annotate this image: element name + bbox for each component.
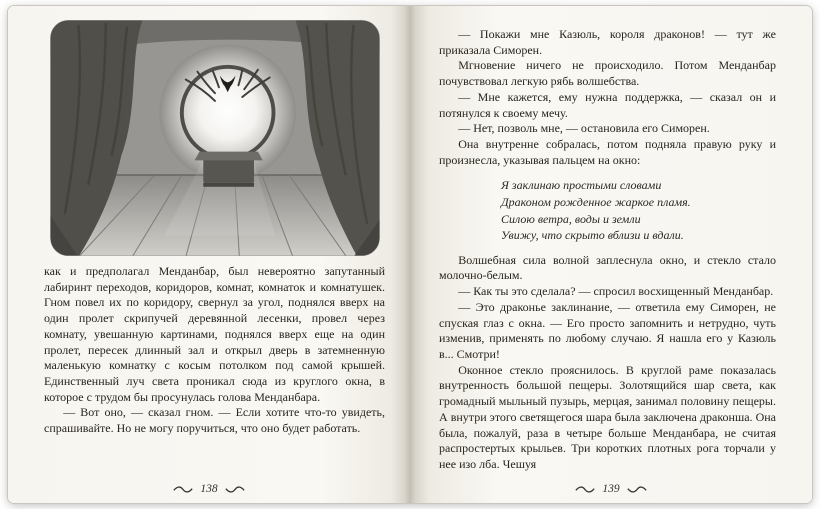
right-page [410, 6, 812, 503]
page-number: 139 [602, 483, 620, 495]
page-footer [410, 483, 812, 495]
left-page [8, 6, 410, 503]
verse-line: Драконом рожденное жаркое пламя. [501, 195, 691, 210]
chest [194, 152, 262, 187]
paragraph: — Это драконье заклинание, — ответила ему Симорен, не спуская глаз с окна. — Его просто запомнить и нетрудно, чуть изменив, применять по любому случаю. Я нашла его у Казюль в... Смотри! [439, 299, 776, 361]
footer-ornament-left-icon [173, 485, 193, 494]
footer-ornament-left-icon [575, 485, 595, 494]
paragraph: Мгновение ничего не происходило. Потом Менданбар почувствовал легкую рябь волшебства. [439, 58, 776, 89]
verse-line: Я заклинаю простыми словами [501, 178, 662, 193]
verse-line: Увижу, что скрыто вблизи и вдали. [501, 228, 684, 243]
paragraph: как и предполагал Менданбар, был невероятно запутанный лабиринт переходов, коридоров, комнат, комнаток и комнатушек. Гном повел их по коридору, свернул за угол, поднялся вверх на один пролет скрипучей деревянной лесенки, провел через комнату, увешанную картинами, поднялся вверх еще на один пролет, пересек длинный зал и открыл дверь в затемненную маленькую комнатку с косым потолком под самой крышей. Единственный луч света проникал сюда из круглого окна, в которое с трудом бы просунулась голова Менданбара. [44, 264, 385, 404]
paragraph: — Мне кажется, ему нужна поддержка, — сказал он и потянулся к своему мечу. [439, 89, 776, 120]
footer-ornament-right-icon [627, 485, 647, 494]
right-page-text [439, 27, 776, 473]
page-footer [8, 483, 410, 495]
round-window [181, 67, 273, 159]
paragraph: — Нет, позволь мне, — остановила его Симорен. [458, 121, 710, 136]
left-page-text [44, 264, 385, 437]
footer-ornament-right-icon [225, 485, 245, 494]
paragraph: Оконное стекло прояснилось. В круглой раме показалась внутренность большой пещеры. Золотящийся шар света, как громадный мыльный пузырь, мерцая, занимал половину пещеры. А внутри этого светящегося шара была заключена драконша. Она была, пожалуй, раза в четыре больше Менданбара, не считая распростертых крыльев. Три коротких плотных рога торчали у нее изо лба. Чешуя [439, 362, 776, 471]
verse-line: Силою ветра, воды и земли [501, 211, 641, 226]
incantation-verse [501, 177, 776, 243]
paragraph: — Покажи мне Казюль, короля драконов! — тут же приказала Симорен. [439, 27, 776, 57]
paragraph: Волшебная сила волной заплеснула окно, и стекло стало молочно-белым. [439, 252, 776, 283]
paragraph: Она внутренне собралась, потом подняла правую руку и произнесла, указывая пальцем на окно: [439, 137, 776, 167]
paragraph: — Как ты это сделала? — спросил восхищенный Менданбар. [458, 284, 774, 299]
paragraph: — Вот оно, — сказал гном. — Если хотите что-то увидеть, спрашивайте. Но не могу поручиться, что оно будет работать. [44, 405, 385, 436]
attic-room-illustration [49, 19, 381, 257]
book-spread [8, 6, 812, 503]
page-number: 138 [200, 483, 218, 495]
